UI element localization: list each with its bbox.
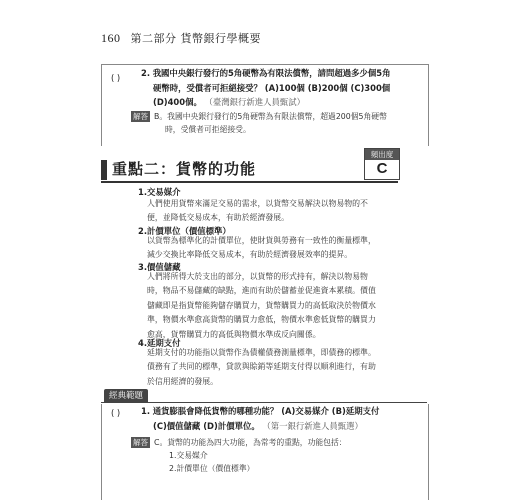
example-answer-line-1: C。貨幣的功能為四大功能，為常考的重點，功能包括： bbox=[154, 438, 347, 447]
page-number: 160 bbox=[101, 31, 121, 45]
question-line-2: 硬幣時，受償者可拒絕接受？ (A)100個 (B)200個 (C)300個 bbox=[153, 82, 391, 93]
item-2-heading: 2.計價單位（價值標準） bbox=[138, 226, 231, 236]
chapter-title: 第二部分 貨幣銀行學概要 bbox=[130, 32, 261, 45]
answer-line-2: 時，受償者可拒絕接受。 bbox=[165, 125, 251, 134]
answer-2 bbox=[131, 110, 423, 136]
text-line: 時，物品不易儲藏的缺點，進而有助於儲蓄並促進資本累積。價值 bbox=[147, 286, 376, 296]
text-line: 人們將所得大於支出的部分，以貨幣的形式持有，解決以物易物 bbox=[147, 272, 368, 281]
item-1-body bbox=[147, 197, 409, 226]
answer-line-1: B。我國中央銀行發行的5角硬幣為有限法償幣，超過200個5角硬幣 bbox=[154, 112, 387, 121]
example-source: （第一銀行新進人員甄選） bbox=[262, 420, 363, 431]
section-title-bar bbox=[101, 160, 107, 180]
frequency-grade: C bbox=[376, 160, 388, 177]
example-sub-2: 2.計價單位（價值標準） bbox=[169, 464, 255, 473]
item-1-heading: 1.交易媒介 bbox=[138, 187, 181, 197]
example-line-2: (C)價值儲藏 (D)計價單位。 bbox=[153, 420, 260, 431]
question-line-1: 我國中央銀行發行的5角硬幣為有限法償幣，請問超過多少個5角 bbox=[152, 68, 391, 78]
text-line: 準，物價水準愈高貨幣的購買力愈低，物價水準愈低貨幣的購買力 bbox=[147, 315, 376, 325]
example-answer-paren: ( ) bbox=[111, 408, 121, 418]
text-line: 減少交換比率降低交易成本，有助於經濟發展效率的提昇。 bbox=[147, 250, 353, 260]
example-sub-1: 1.交易媒介 bbox=[169, 451, 208, 460]
item-2-body bbox=[147, 234, 409, 263]
text-line: 愈高，貨幣購買力的高低與物價水準成反向關係。 bbox=[147, 329, 321, 339]
question-source: （臺灣銀行新進人員甄試） bbox=[204, 97, 306, 107]
example-divider bbox=[101, 389, 427, 403]
example-tab: 經典範題 bbox=[104, 389, 148, 403]
section-underline bbox=[101, 181, 398, 183]
section-title: 重點二：貨幣的功能 bbox=[112, 160, 257, 178]
question-2 bbox=[141, 66, 423, 110]
question-number: 2. bbox=[141, 68, 151, 78]
text-line: 以貨幣為標準化的計價單位，使財貨與勞務有一致性的衡量標準， bbox=[147, 236, 376, 245]
item-4-body bbox=[147, 346, 409, 389]
text-line: 儲藏即是指貨幣能夠儲存購買力，貨幣購買力的高低取決於物價水 bbox=[147, 300, 376, 310]
example-line-1: 通貨膨脹會降低貨幣的哪種功能？ (A)交易媒介 (B)延期支付 bbox=[152, 406, 380, 416]
text-line: 便，並降低交易成本，有助於經濟發展。 bbox=[147, 213, 290, 223]
frequency-badge bbox=[364, 148, 400, 180]
answer-badge: 解答 bbox=[133, 112, 148, 121]
text-line: 人們使用貨幣來滿足交易的需求，以貨幣交易解決以物易物的不 bbox=[147, 199, 368, 208]
example-question bbox=[141, 404, 426, 433]
item-3-body bbox=[147, 270, 409, 342]
page-header bbox=[101, 30, 261, 46]
example-answer bbox=[131, 436, 423, 475]
text-line: 於信用經濟的發展。 bbox=[147, 376, 219, 386]
question-line-3: (D)400個。 bbox=[153, 97, 202, 107]
item-3-heading: 3.價值儲藏 bbox=[138, 262, 181, 272]
text-line: 延期支付的功能指以貨幣作為債權債務測量標準，即債務的標準。 bbox=[147, 348, 376, 357]
example-number: 1. bbox=[141, 406, 151, 416]
answer-paren: ( ) bbox=[111, 73, 121, 83]
frequency-label: 頻出度 bbox=[365, 149, 399, 160]
example-answer-badge: 解答 bbox=[133, 438, 148, 447]
text-line: 債務有了共同的標準，貸款與賒銷等延期支付得以順利進行，有助 bbox=[147, 362, 376, 372]
item-4-heading: 4.延期支付 bbox=[138, 338, 181, 348]
